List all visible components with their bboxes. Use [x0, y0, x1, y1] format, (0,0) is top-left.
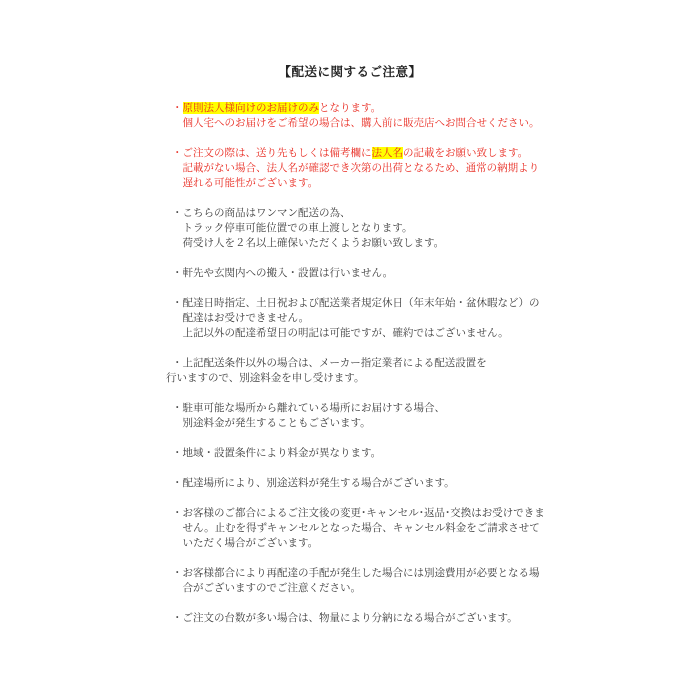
text-segment: 駐車可能な場所から離れている場所にお届けする場合、 — [182, 402, 445, 414]
text-segment: こちらの商品はワンマン配送の為、 — [182, 207, 351, 219]
text-segment: となります。 — [319, 102, 382, 114]
text-segment: トラック停車可能位置での車上渡しとなります。 — [182, 222, 413, 234]
notice-item — [172, 476, 700, 491]
notice-item — [172, 206, 700, 251]
highlighted-text: 原則法人様向けのお届けのみ — [182, 102, 319, 114]
text-segment: 別途料金が発生することもございます。 — [182, 417, 371, 429]
text-segment: 合がございますのでご注意ください。 — [182, 582, 361, 594]
notice-line-first — [172, 101, 700, 116]
notice-line — [166, 371, 700, 386]
notice-line — [183, 581, 700, 596]
notice-line — [183, 416, 700, 431]
notice-item — [172, 566, 700, 596]
text-segment: 地域・設置条件により料金が異なります。 — [182, 447, 382, 459]
bullet-marker: ・ — [172, 207, 183, 219]
bullet-marker: ・ — [172, 147, 183, 159]
text-segment: 個人宅へのお届けをご希望の場合は、購入前に販売店へお問合せください。 — [182, 117, 540, 129]
notice-line-first — [172, 296, 700, 311]
notice-list — [166, 101, 700, 626]
text-segment: 配達場所により、別途送料が発生する場合がございます。 — [182, 477, 455, 489]
bullet-marker: ・ — [172, 567, 183, 579]
notice-line-first — [172, 146, 700, 161]
notice-line-first — [172, 446, 700, 461]
notice-item — [172, 611, 700, 626]
text-segment: せん。止むを得ずキャンセルとなった場合、キャンセル料金をご請求させて — [182, 522, 540, 534]
text-segment: 行いますので、別途料金を申し受けます。 — [166, 372, 365, 384]
bullet-marker: ・ — [172, 267, 183, 279]
text-segment: 配達日時指定、土日祝および配送業者規定休日（年末年始・盆休暇など）の — [182, 297, 540, 309]
notice-item — [172, 101, 700, 131]
text-segment: 記載がない場合、法人名が確認でき次第の出荷となるため、通常の納期より — [182, 162, 540, 174]
notice-line-first — [172, 566, 700, 581]
notice-item — [172, 296, 700, 341]
notice-item — [166, 356, 700, 386]
text-segment: ご注文の際は、送り先もしくは備考欄に — [182, 147, 372, 159]
notice-line — [183, 326, 700, 341]
notice-line-first — [172, 356, 700, 371]
notice-line — [183, 236, 700, 251]
notice-line-first — [172, 206, 700, 221]
notice-line-first — [172, 506, 700, 521]
text-segment: ご注文の台数が多い場合は、物量により分納になる場合がございます。 — [182, 612, 518, 624]
text-segment: 荷受け人を２名以上確保いただくようお願い致します。 — [182, 237, 445, 249]
text-segment: 遅れる可能性がございます。 — [182, 177, 319, 189]
text-segment: 軒先や玄関内への搬入・設置は行いません。 — [182, 267, 394, 279]
notice-line-first — [172, 476, 700, 491]
text-segment: の記載をお願い致します。 — [403, 147, 529, 159]
page-title: 【配送に関するご注意】 — [278, 64, 422, 79]
notice-line-first — [172, 611, 700, 626]
bullet-marker: ・ — [172, 507, 183, 519]
bullet-marker: ・ — [172, 477, 183, 489]
text-segment: 上記以外の配達希望日の明記は可能ですが、確約ではございません。 — [182, 327, 509, 339]
text-segment: 上記配送条件以外の場合は、メーカー指定業者による配送設置を — [182, 357, 487, 369]
notice-item — [172, 506, 700, 551]
bullet-marker: ・ — [172, 357, 183, 369]
notice-item — [172, 446, 700, 461]
bullet-marker: ・ — [172, 402, 183, 414]
text-segment: 配達はお受けできません。 — [182, 312, 310, 324]
notice-item — [172, 146, 700, 191]
notice-line — [183, 116, 700, 131]
text-segment: お客様都合により再配達の手配が発生した場合には別途費用が必要となる場 — [182, 567, 540, 579]
notice-line — [183, 161, 700, 176]
notice-line-first — [172, 266, 700, 281]
notice-line — [183, 176, 700, 191]
notice-item — [172, 401, 700, 431]
notice-line-first — [172, 401, 700, 416]
highlighted-text: 法人名 — [371, 147, 403, 159]
bullet-marker: ・ — [172, 102, 183, 114]
notice-item — [172, 266, 700, 281]
bullet-marker: ・ — [172, 447, 183, 459]
text-segment: いただく場合がございます。 — [182, 537, 319, 549]
notice-line — [183, 221, 700, 236]
bullet-marker: ・ — [172, 297, 183, 309]
notice-line — [183, 521, 700, 536]
bullet-marker: ・ — [172, 612, 183, 624]
text-segment: お客様のご都合によるご注文後の変更･キャンセル･返品･交換はお受けできま — [182, 507, 545, 519]
notice-line — [183, 536, 700, 551]
notice-line — [183, 311, 700, 326]
